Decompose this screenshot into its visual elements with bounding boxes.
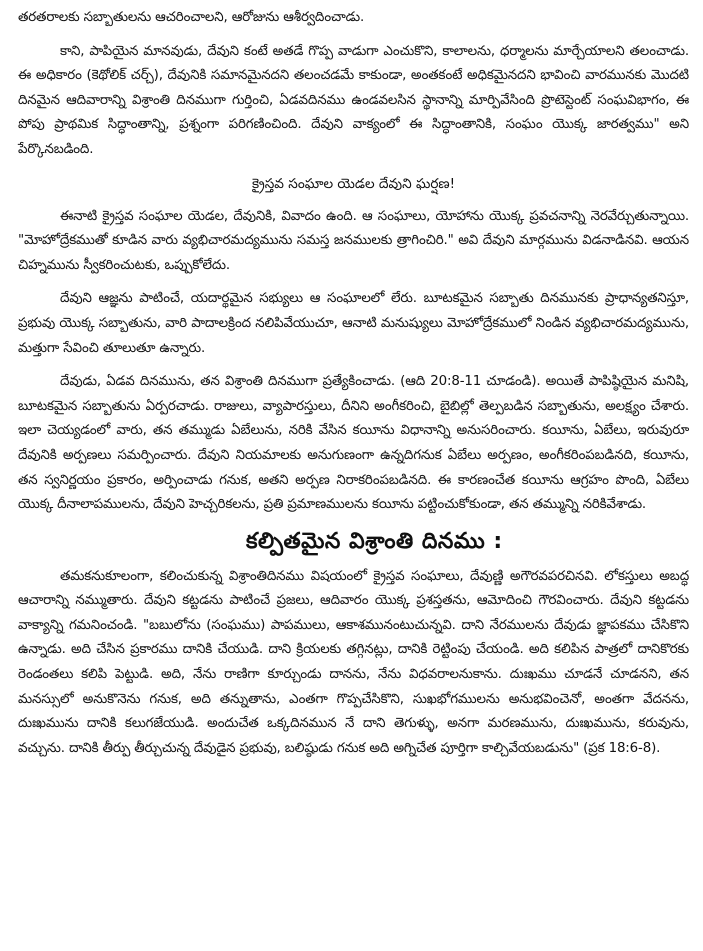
- paragraph-false-sabbath: తమకనుకూలంగా, కలించుకున్న విశ్రాంతిదినము విషయంలో క్రైస్తవ సంఘాలు, దేవుణ్ణి అగౌరవపరచినవి. లోకస్తులు అబద్ధ ఆచారాన్ని నమ్ముతారు. దేవుని కట్టడను పాటించే ప్రజలు, ఆదివారం యొక్క ప్రశస్తతను, ఆమోదించి గౌరవించారు. దేవుని కట్టడను వాక్యాన్ని గమనించండి. "బబులోను (సంఘము) పాపములు, ఆకాశమునంటుచున్నవి. దాని నేరములను దేవుడు జ్ఞాపకము చేసికొని ఉన్నాడు. అది చేసిన ప్రకారము దానికి చేయుడి. దాని క్రియలకు తగ్గినట్లు, దానికి రెట్టింపు చేయండి. అది కలిపిన పాత్రలో దానికొరకు రెండంతలు కలిపి పెట్టుడి. అది, నేను రాణిగా కూర్చుండు దానను, నేను విధవరాలనుకాను. దుఃఖము చూడనే చూడనని, తన మనస్సులో అనుకొనెను గనుక, అది తన్నుతాను, ఎంతగా గొప్పచేసికొని, సుఖభోగములను అనుభవించెనో, అంతగా వేదనను, దుఃఖమును దానికి కలుగజేయుడి. అందుచేత ఒక్కదినమున నే దాని తెగుళ్ళు, అనగా మరణమును, దుఃఖమును, కరువును, వచ్చును. దానికి తీర్పు తీర్చుచున్న దేవుడైన ప్రభువు, బలిష్ఠుడు గనుక అది అగ్నిచేత పూర్తిగా కాల్చివేయబడును" (ప్రక 18:6-8).: [18, 568, 689, 756]
- paragraph-opening-line: తరతరాలకు సబ్బాతులను ఆచరించాలని, ఆరోజును ఆశీర్వదించాడు.: [18, 10, 365, 25]
- paragraph-seventh-day: దేవుడు, ఏడవ దినమును, తన విశ్రాంతి దినముగా ప్రత్యేకించాడు. (ఆది 20:8-11 చూడండి). అయితే పాపిష్ఠియైన మనిషి, బూటకమైన సబ్బాతును ఏర్పరచాడు. రాజులు, వ్యాపారస్తులు, దీనిని అంగీకరించి, బైబిల్లో తెల్పబడిన సబ్బాతును, అలక్ష్యం చేశారు. ఇలా చెయ్యడంలో వారు, తన తమ్ముడు ఏబేలును, నరికి వేసిన కయీను విధానాన్ని అనుసరించారు. కయీను, ఏబేలు, ఇరువురూ దేవునికి అర్పణలు సమర్పించారు. దేవుని నియమాలకు అనుగుణంగా ఉన్నదిగనుక ఏబేలు అర్పణం, అంగీకరింపబడినది, కయీను, తన స్వనిర్ణయం ప్రకారం, అర్పించాడు గనుక, అతని అర్పణ నిరాకరింపబడినది. ఈ కారణంచేత కయీను ఆగ్రహం పొంది, ఏబేలు యొక్క దీనాలాపములను, దేవుని హెచ్చరికలను, ప్రతి ప్రమాణములను కయీను పట్టించుకోకుండా, తన తమ్మున్ని నరికివేశాడు.: [18, 374, 689, 513]
- section-subheading: క్రైస్తవ సంఘాల యెడల దేవుని ఘర్షణ!: [251, 175, 456, 192]
- section-heading: కల్పితమైన విశ్రాంతి దినము :: [246, 528, 503, 554]
- paragraph-true-members: దేవుని ఆజ్ఞను పాటించే, యదార్థమైన సభ్యులు ఆ సంఘాలలో లేరు. బూటకమైన సబ్బాతు దినమునకు ప్రాధాన్యతనిస్తూ, ప్రభువు యొక్క సబ్బాతును, వారి పాదాలక్రింద నలిపివేయుచూ, ఆనాటి మనుష్యులు మోహోద్రేకములో నిండిన వ్యభిచారమద్యమును, మత్తుగా సేవించి తూలుతూ ఉన్నారు.: [18, 291, 689, 356]
- paragraph-catholic-authority: కాని, పాపియైన మానవుడు, దేవుని కంటే అతడే గొప్ప వాడుగా ఎంచుకొని, కాలాలను, ధర్మాలను మార్చేయాలని తలంచాడు. ఈ అధికారం (కెథోలిక్ చర్చ్), దేవునికి సమానమైనదని తలంచడమే కాకుండా, అంతకంటే అధికమైనదని భావించి వారమునకు మొదటి దినమైన ఆదివారాన్ని విశ్రాంతి దినముగా గుర్తించి, ఏడవదినము ఉండవలసిన స్థానాన్ని మార్పివేసింది ప్రొటెస్టెంట్ సంఘవిభాగం, ఈ పోపు ప్రాథమిక సిద్ధాంతాన్ని, ప్రశ్నంగా పరిగణించింది. దేవుని వాక్యంలో ఈ సిద్ధాంతానికి, సంఘం యొక్క జారత్వము" అని పేర్కొనబడింది.: [18, 43, 689, 157]
- paragraph-churches-conflict: ఈనాటి క్రైస్తవ సంఘాల యెడల, దేవునికి, వివాదం ఉంది. ఆ సంఘాలు, యోహాను యొక్క ప్రవచనాన్ని నెరవేర్చుతున్నాయి. "మోహోద్రేకముతో కూడిన వారు వ్యభిచారమద్యమును సమస్త జనములకు త్రాగించిరి." అవి దేవుని మార్గమును విడనాడినవి. ఆయన చిహ్నమును స్వీకరించుటకు, ఒప్పుకోలేదు.: [18, 208, 689, 273]
